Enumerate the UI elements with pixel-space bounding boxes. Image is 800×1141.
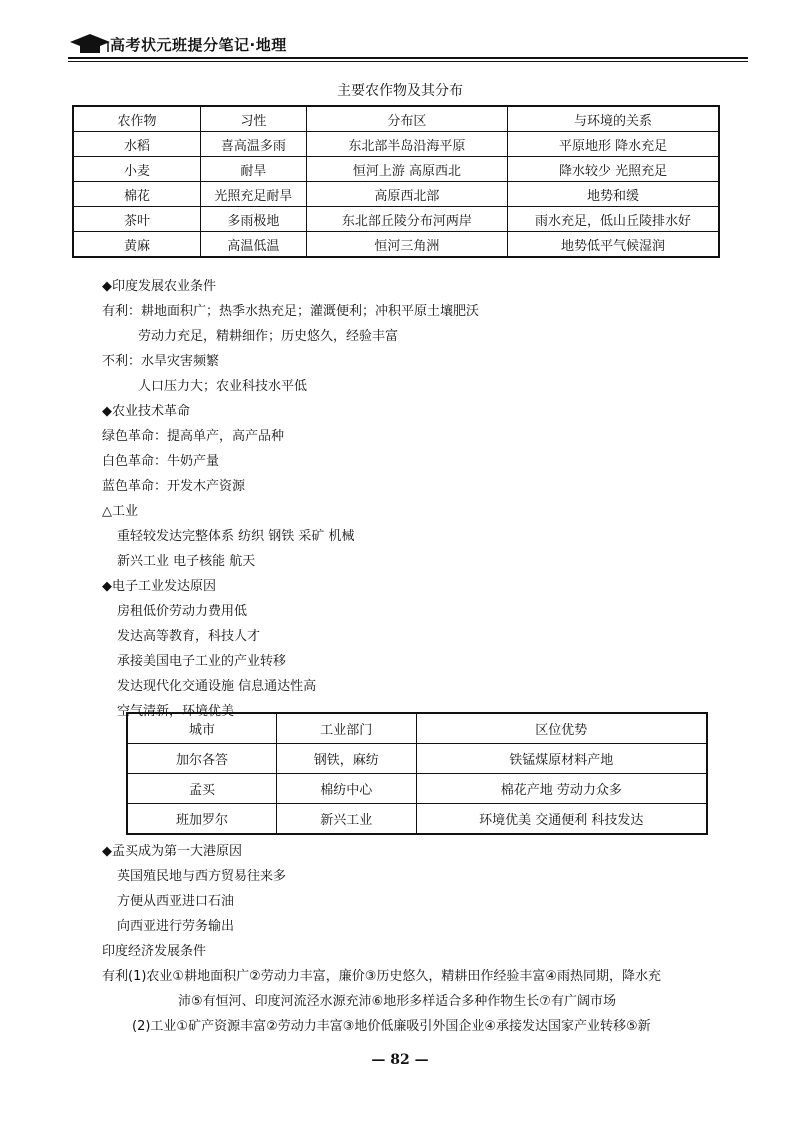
- table-row: [73, 232, 719, 258]
- section-heading-economy: 印度经济发展条件: [102, 944, 207, 959]
- graduation-cap-icon: [68, 32, 112, 56]
- column-header: 工业部门: [276, 713, 416, 744]
- header-rule: [68, 57, 748, 59]
- table-row: [127, 774, 707, 804]
- list-item: 房租低价劳动力费用低: [117, 604, 248, 619]
- unfavorable-conditions-line: 不利：水旱灾害频繁: [102, 354, 220, 369]
- table-cell: 环境优美 交通便利 科技发达: [416, 804, 707, 835]
- table-header-row: [73, 106, 719, 132]
- table-row: [73, 207, 719, 232]
- header-rule-thin: [68, 61, 748, 62]
- economy-line: 有利(1)农业①耕地面积广②劳动力丰富，廉价③历史悠久，精耕田作经验丰富④雨热同期，降水充: [102, 969, 662, 984]
- list-item: 空气清新，环境优美: [117, 704, 235, 719]
- table-cell: 棉花: [73, 182, 201, 207]
- favorable-conditions-line: 劳动力充足，精耕细作；历史悠久，经验丰富: [138, 329, 399, 344]
- table-cell: 东北部丘陵分布河两岸: [306, 207, 507, 232]
- table-cell: 地势低平气候湿润: [508, 232, 719, 258]
- list-item: 向西亚进行劳务输出: [117, 919, 235, 934]
- table-cell: 铁锰煤原材料产地: [416, 744, 707, 774]
- table-cell: 棉花产地 劳动力众多: [416, 774, 707, 804]
- page-number: — 82 —: [371, 1052, 429, 1068]
- green-revolution-line: 绿色革命：提高单产，高产品种: [102, 429, 285, 444]
- economy-line: (2)工业①矿产资源丰富②劳动力丰富③地价低廉吸引外国企业④承接发达国家产业转移⑤新: [132, 1019, 651, 1034]
- industry-line: 新兴工业 电子核能 航天: [117, 554, 256, 569]
- column-header: 分布区: [306, 106, 507, 132]
- column-header: 农作物: [73, 106, 201, 132]
- economy-line: 沛⑤有恒河、印度河流泾水源充沛⑥地形多样适合多种作物生长⑦有广阔市场: [178, 994, 616, 1009]
- table-cell: 茶叶: [73, 207, 201, 232]
- table-cell: 班加罗尔: [127, 804, 276, 835]
- section-heading-agri-revolution: ◆农业技术革命: [102, 404, 190, 419]
- table-header-row: [127, 713, 707, 744]
- table-cell: 孟买: [127, 774, 276, 804]
- table-cell: 钢铁，麻纺: [276, 744, 416, 774]
- table-cell: 加尔各答: [127, 744, 276, 774]
- table-cell: 地势和缓: [508, 182, 719, 207]
- table-cell: 黄麻: [73, 232, 201, 258]
- table-cell: 水稻: [73, 132, 201, 157]
- column-header: 与环境的关系: [508, 106, 719, 132]
- table-row: [73, 182, 719, 207]
- column-header: 习性: [201, 106, 307, 132]
- list-item: 承接美国电子工业的产业转移: [117, 654, 287, 669]
- crop-table-title: 主要农作物及其分布: [337, 83, 463, 99]
- unfavorable-conditions-line: 人口压力大；农业科技水平低: [138, 379, 308, 394]
- crop-distribution-table: [72, 105, 720, 258]
- list-item: 发达现代化交通设施 信息通达性高: [117, 679, 317, 694]
- table-cell: 高温低温: [201, 232, 307, 258]
- table-cell: 东北部半岛沿海平原: [306, 132, 507, 157]
- table-cell: 喜高温多雨: [201, 132, 307, 157]
- city-industry-table: [126, 712, 708, 835]
- list-item: 英国殖民地与西方贸易往来多: [117, 869, 287, 884]
- table-row: [73, 132, 719, 157]
- table-cell: 棉纺中心: [276, 774, 416, 804]
- section-heading-electronics: ◆电子工业发达原因: [102, 579, 216, 594]
- section-heading-industry: △工业: [102, 504, 138, 519]
- table-row: [73, 157, 719, 182]
- favorable-conditions-line: 有利：耕地面积广；热季水热充足；灌溉便利；冲积平原土壤肥沃: [102, 304, 480, 319]
- table-cell: 降水较少 光照充足: [508, 157, 719, 182]
- table-cell: 恒河三角洲: [306, 232, 507, 258]
- table-row: [127, 744, 707, 774]
- table-cell: 平原地形 降水充足: [508, 132, 719, 157]
- list-item: 方便从西亚进口石油: [117, 894, 235, 909]
- table-cell: 小麦: [73, 157, 201, 182]
- column-header: 区位优势: [416, 713, 707, 744]
- industry-line: 重轻较发达完整体系 纺织 钢铁 采矿 机械: [117, 529, 355, 544]
- table-cell: 耐旱: [201, 157, 307, 182]
- table-cell: 雨水充足，低山丘陵排水好: [508, 207, 719, 232]
- section-heading-agri-conditions: ◆印度发展农业条件: [102, 279, 216, 294]
- table-cell: 新兴工业: [276, 804, 416, 835]
- white-revolution-line: 白色革命：牛奶产量: [102, 454, 220, 469]
- table-cell: 高原西北部: [306, 182, 507, 207]
- column-header: 城市: [127, 713, 276, 744]
- book-title: 高考状元班提分笔记·地理: [110, 36, 287, 54]
- table-cell: 光照充足耐旱: [201, 182, 307, 207]
- table-cell: 恒河上游 高原西北: [306, 157, 507, 182]
- section-heading-mumbai-port: ◆孟买成为第一大港原因: [102, 844, 242, 859]
- blue-revolution-line: 蓝色革命：开发木产资源: [102, 479, 246, 494]
- list-item: 发达高等教育，科技人才: [117, 629, 261, 644]
- page-header: [68, 28, 748, 60]
- table-cell: 多雨极地: [201, 207, 307, 232]
- table-row: [127, 804, 707, 835]
